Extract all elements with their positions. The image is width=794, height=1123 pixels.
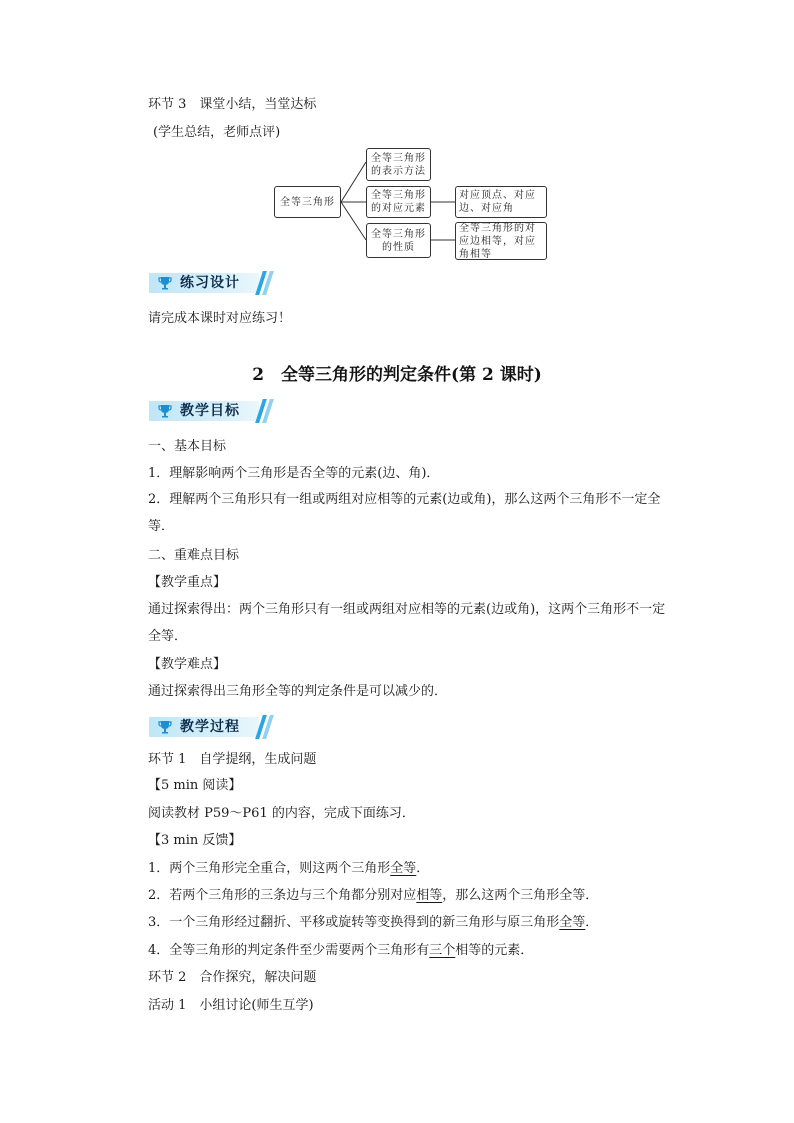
question-1: 1．两个三角形完全重合，则这两个三角形全等． xyxy=(148,861,430,876)
lesson-title: 2 全等三角形的判定条件(第 2 课时) xyxy=(252,365,542,385)
activity1-heading: 活动 1 小组讨论(师生互学) xyxy=(148,998,314,1013)
question-4: 4．全等三角形的判定条件至少需要两个三角形有三个相等的元素． xyxy=(148,943,534,958)
practice-text: 请完成本课时对应练习！ xyxy=(148,311,292,326)
section-heading: 环节 3 课堂小结，当堂达标 xyxy=(148,97,317,112)
key-goals-heading: 二、重难点目标 xyxy=(148,548,240,563)
practice-banner-label: 练习设计 xyxy=(180,275,240,291)
step1-heading: 环节 1 自学提纲，生成问题 xyxy=(148,752,317,767)
goals-banner-label: 教学目标 xyxy=(180,403,240,419)
difficulty-label: 【教学难点】 xyxy=(148,657,227,672)
section-note: (学生总结，老师点评) xyxy=(153,125,281,140)
diagram-branch-representation: 全等三角形的表示方法 xyxy=(366,148,431,181)
focus-text: 通过探索得出：两个三角形只有一组或两组对应相等的元素(边或角)，这两个三角形不一定全等． xyxy=(148,602,666,644)
process-banner-label: 教学过程 xyxy=(180,719,240,735)
goal-item: 2．理解两个三角形只有一组或两组对应相等的元素(边或角)，那么这两个三角形不一定全等． xyxy=(148,492,661,534)
read-text: 阅读教材 P59～P61 的内容，完成下面练习． xyxy=(148,806,415,821)
answer-blank: 三个 xyxy=(429,943,456,958)
trophy-icon xyxy=(158,404,172,418)
diagram-branch-correspondence: 全等三角形的对应元素 xyxy=(366,186,431,218)
answer-blank: 全等 xyxy=(390,861,417,876)
answer-blank: 相等 xyxy=(416,888,443,903)
diagram-root: 全等三角形 xyxy=(274,186,341,218)
read-label: 【5 min 阅读】 xyxy=(148,778,242,793)
question-3: 3．一个三角形经过翻折、平移或旋转等变换得到的新三角形与原三角形全等． xyxy=(148,915,599,930)
trophy-icon xyxy=(158,276,172,290)
goal-item: 1．理解影响两个三角形是否全等的元素(边、角)． xyxy=(148,466,440,481)
connector-line xyxy=(341,202,366,240)
diagram-branch-properties: 全等三角形的性质 xyxy=(366,223,431,258)
focus-label: 【教学重点】 xyxy=(148,575,227,590)
connector-line xyxy=(341,162,366,202)
process-banner xyxy=(149,715,275,739)
feedback-label: 【3 min 反馈】 xyxy=(148,833,242,848)
goals-banner xyxy=(149,399,275,423)
diagram-detail-properties: 全等三角形的对应边相等，对应角相等 xyxy=(455,222,547,260)
difficulty-text: 通过探索得出三角形全等的判定条件是可以减少的． xyxy=(148,684,448,699)
basic-goals-heading: 一、基本目标 xyxy=(148,439,227,454)
question-2: 2．若两个三角形的三条边与三个角都分别对应相等，那么这两个三角形全等． xyxy=(148,888,599,903)
trophy-icon xyxy=(158,720,172,734)
diagram-detail-correspondence: 对应顶点、对应边、对应角 xyxy=(455,186,547,218)
step2-heading: 环节 2 合作探究，解决问题 xyxy=(148,970,317,985)
answer-blank: 全等 xyxy=(559,915,586,930)
practice-banner xyxy=(149,271,275,295)
